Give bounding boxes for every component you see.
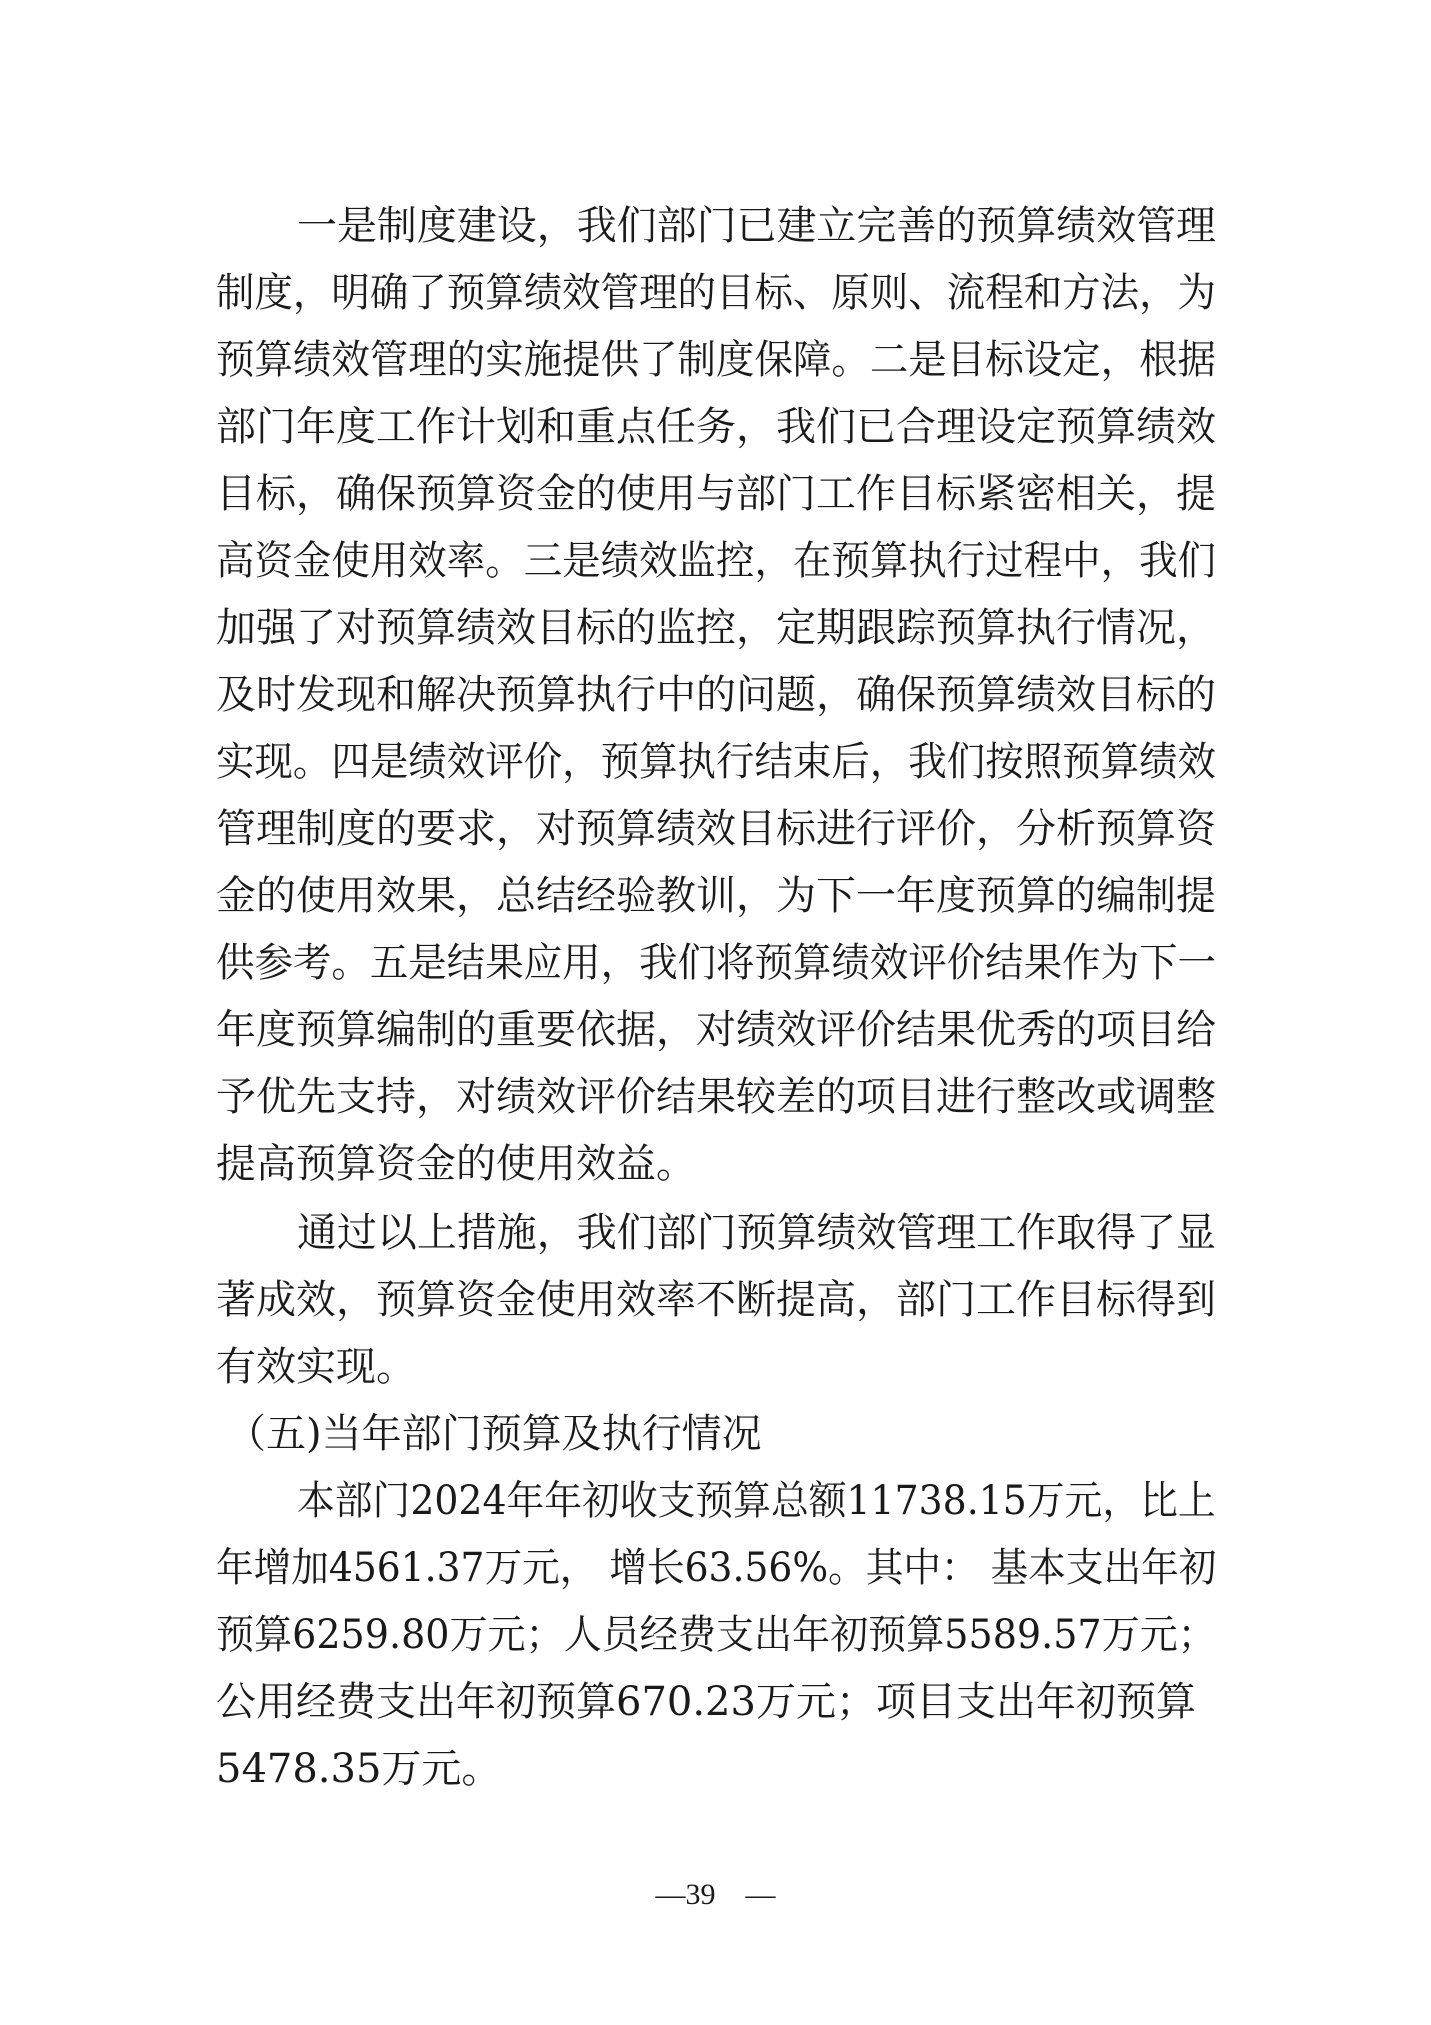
text-line: 有效实现。 (216, 1344, 416, 1390)
text-line: 及时发现和解决预算执行中的问题，确保预算绩效目标的 (216, 672, 1216, 718)
text-line: 年度预算编制的重要依据，对绩效评价结果优秀的项目给 (216, 1007, 1216, 1053)
text-line: 预算绩效管理的实施提供了制度保障。二是目标设定，根据 (216, 337, 1216, 383)
text-line: 预算6259.80万元；人员经费支出年初预算5589.57万元； (216, 1612, 1216, 1658)
text-line: 目标，确保预算资金的使用与部门工作目标紧密相关，提 (216, 471, 1216, 517)
text-line: 供参考。五是结果应用，我们将预算绩效评价结果作为下一 (216, 940, 1216, 986)
text-line: 本部门2024年年初收支预算总额11738.15万元，比上 (297, 1478, 1216, 1524)
text-line: 5478.35万元。 (216, 1746, 502, 1792)
text-line: 加强了对预算绩效目标的监控，定期跟踪预算执行情况， (216, 605, 1216, 651)
text-line: 一是制度建设，我们部门已建立完善的预算绩效管理 (297, 203, 1216, 249)
text-line: 实现。四是绩效评价，预算执行结束后，我们按照预算绩效 (216, 739, 1216, 785)
text-line: 著成效，预算资金使用效率不断提高，部门工作目标得到 (216, 1277, 1216, 1323)
text-line: 高资金使用效率。三是绩效监控，在预算执行过程中，我们 (216, 538, 1216, 584)
text-line: 金的使用效果，总结经验教训，为下一年度预算的编制提 (216, 873, 1216, 919)
text-line: 年增加4561.37万元， 增长63.56%。其中： 基本支出年初 (216, 1545, 1217, 1591)
text-line: 提高预算资金的使用效益。 (216, 1141, 696, 1187)
text-line: 通过以上措施，我们部门预算绩效管理工作取得了显 (297, 1210, 1216, 1256)
text-line: 部门年度工作计划和重点任务，我们已合理设定预算绩效 (216, 404, 1216, 450)
text-line: 予优先支持，对绩效评价结果较差的项目进行整改或调整 (216, 1074, 1216, 1120)
text-line: 管理制度的要求，对预算绩效目标进行评价，分析预算资 (216, 806, 1216, 852)
text-line: 制度，明确了预算绩效管理的目标、原则、流程和方法，为 (216, 270, 1216, 316)
page-number: —39 — (655, 1878, 776, 1911)
text-line: 公用经费支出年初预算670.23万元；项目支出年初预算 (216, 1679, 1196, 1725)
section-heading: （五)当年部门预算及执行情况 (226, 1411, 762, 1457)
